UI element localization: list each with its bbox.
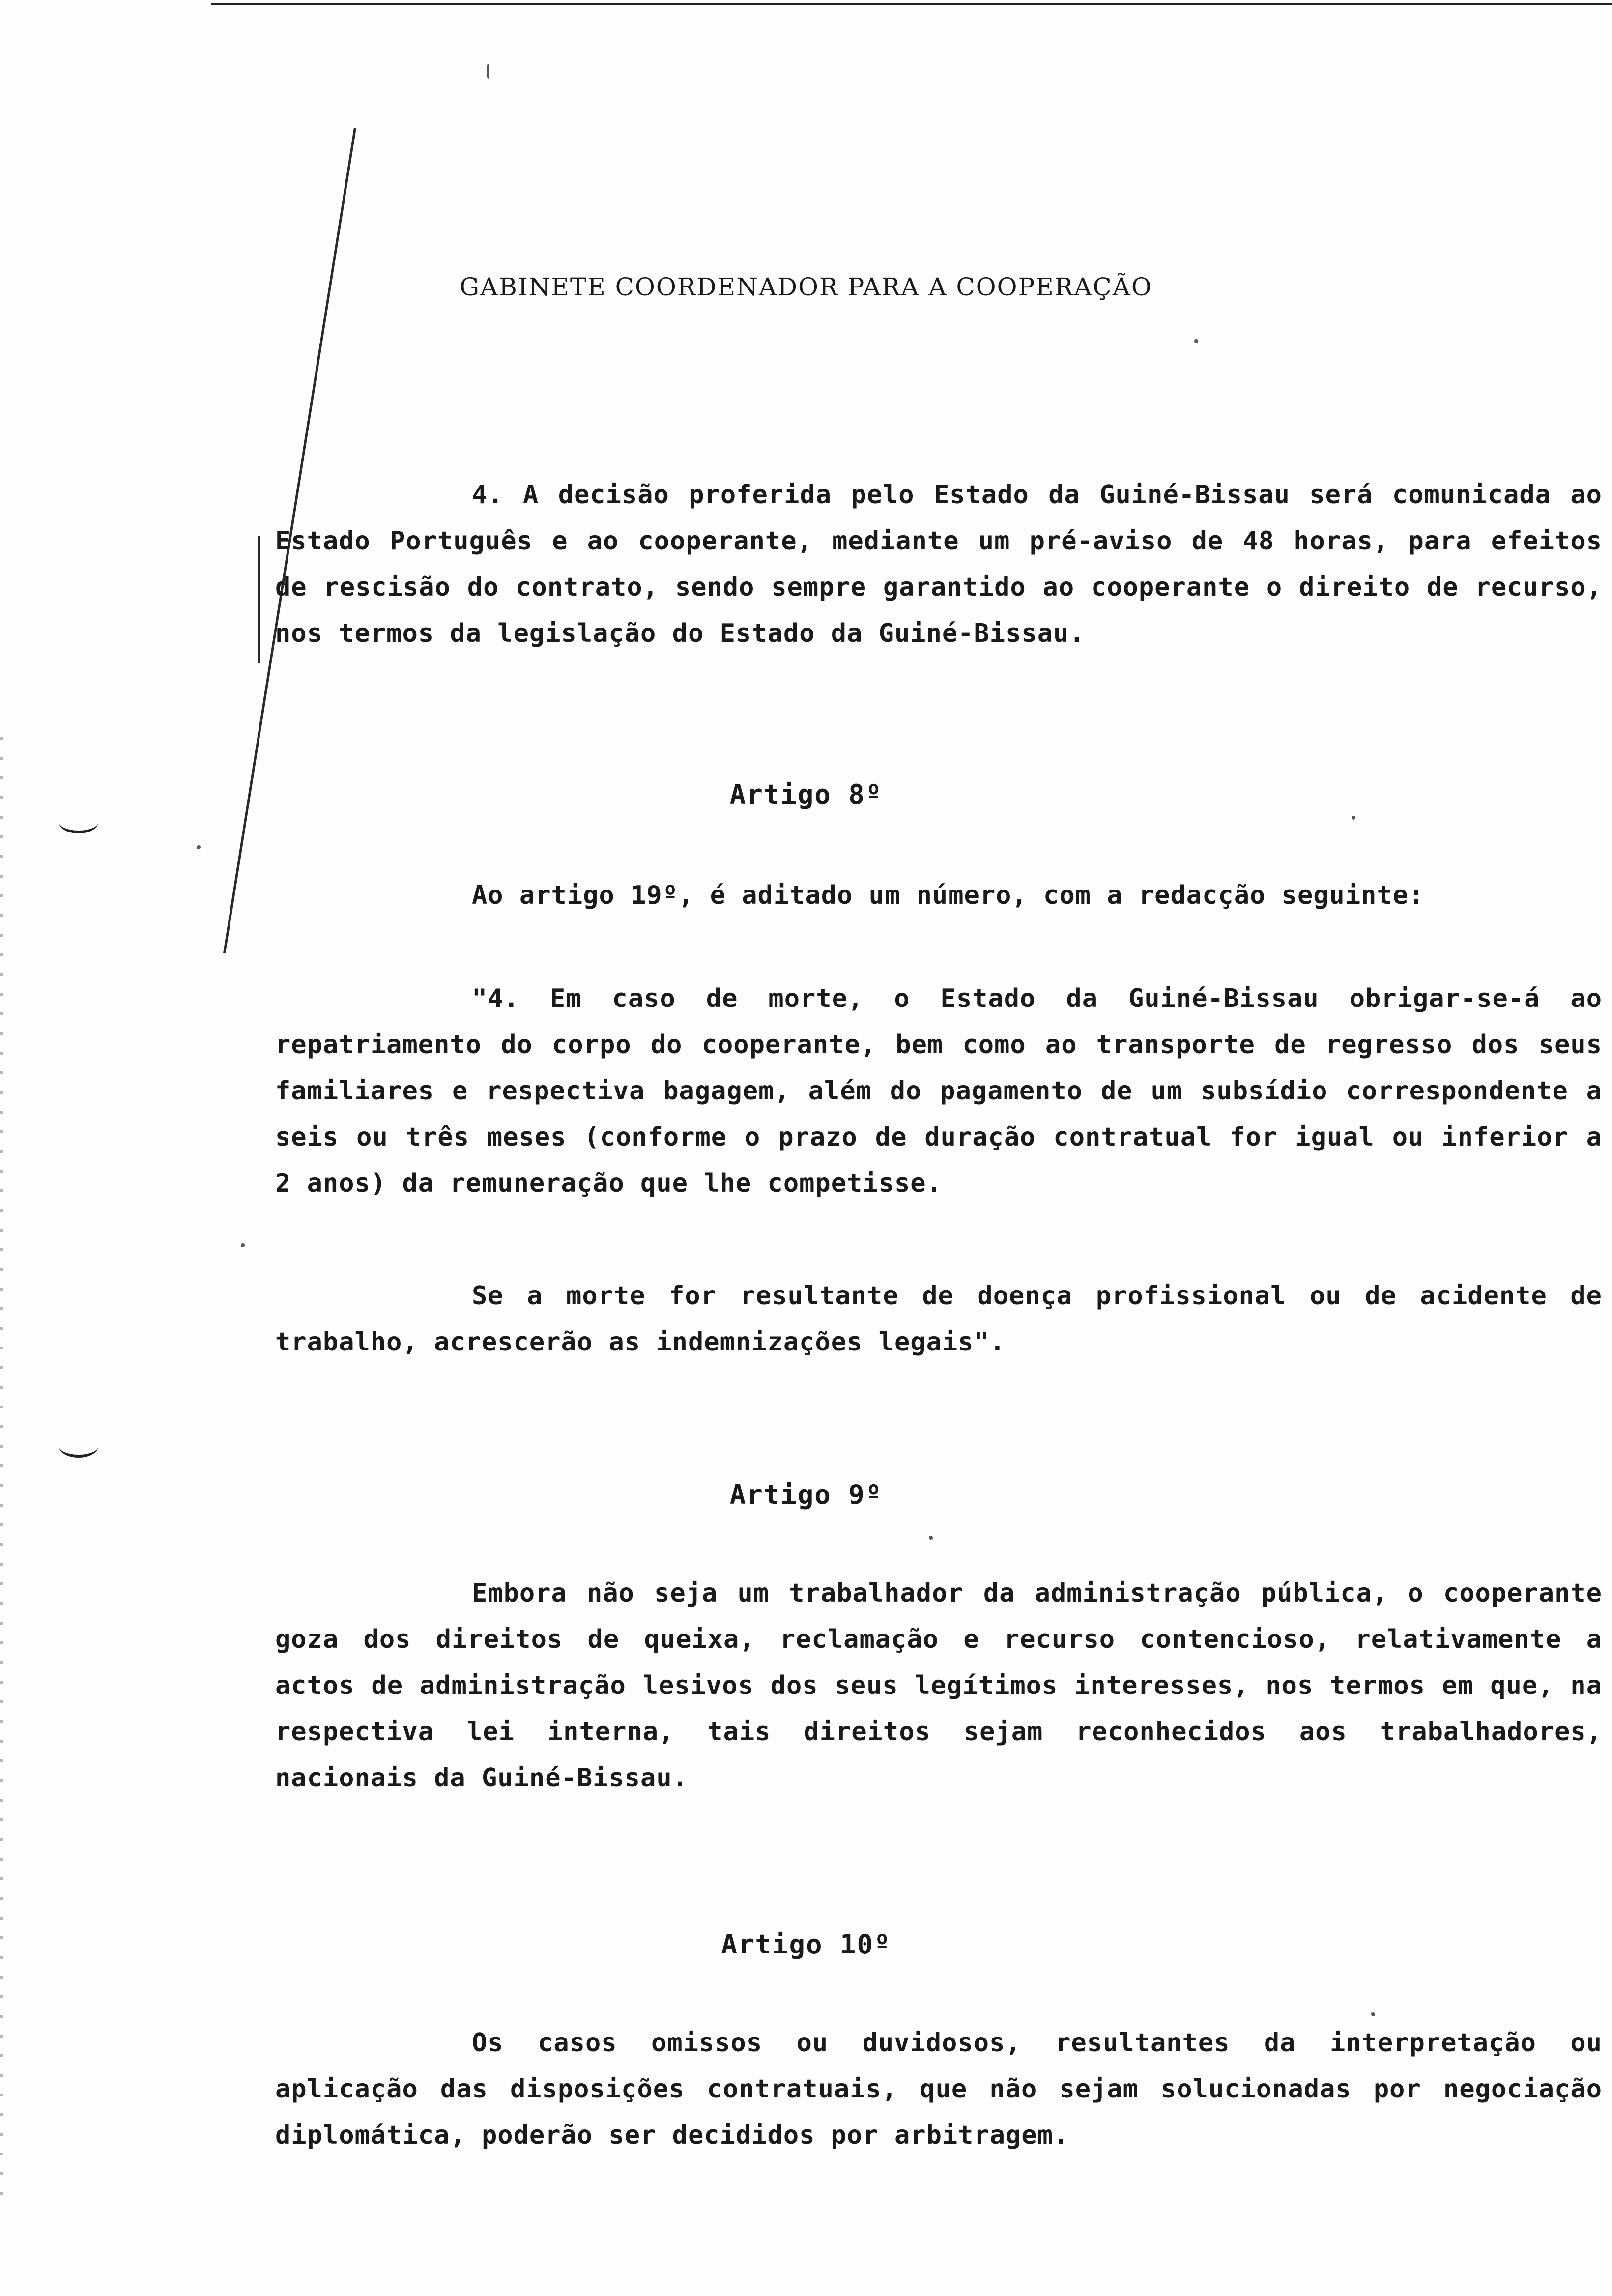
punch-hole-mark xyxy=(59,811,98,833)
article-8-intro: Ao artigo 19º, é aditado um número, com a redacção seguinte: xyxy=(472,881,1425,910)
article-8-body xyxy=(275,872,1602,918)
scan-speck xyxy=(1194,339,1198,343)
article-8-heading: Artigo 8º xyxy=(729,779,883,810)
paragraph-decision: 4. A decisão proferida pelo Estado da Guiné-Bissau será comunicada ao Estado Português e ao cooperante, mediante um pré-aviso de 48 horas, para efeitos de rescisão do contrato, sendo sempre garantido ao cooperante o direito de recurso, nos termos da legislação do Estado da Guiné-Bissau. xyxy=(275,480,1602,648)
scan-speck xyxy=(241,1243,245,1247)
scan-speck xyxy=(1371,2012,1375,2016)
article-8-paragraph-1: "4. Em caso de morte, o Estado da Guiné-Bissau obrigar-se-á ao repatriamento do corpo do cooperante, bem como ao transporte de regresso dos seus familiares e respectiva bagagem, além do pagamento de um subsídio correspondente a seis ou três meses (conforme o prazo de duração contratual for igual ou inferior a 2 anos) da remuneração que lhe competisse. xyxy=(275,984,1602,1198)
top-border-line xyxy=(211,3,1612,5)
article-10-body xyxy=(275,2020,1602,2158)
scan-edge-dots xyxy=(0,737,3,2211)
scan-speck xyxy=(929,1536,933,1540)
page-title: GABINETE COORDENADOR PARA A COOPERAÇÃO xyxy=(460,273,1152,301)
article-8-paragraph-2: Se a morte for resultante de doença profissional ou de acidente de trabalho, acrescerão as indemnizações legais". xyxy=(275,1281,1602,1357)
scan-speck xyxy=(487,64,489,79)
scan-speck xyxy=(197,845,201,849)
article-9-heading: Artigo 9º xyxy=(729,1479,883,1510)
article-8-quote-cont xyxy=(275,1273,1602,1365)
paragraph-block xyxy=(275,472,1602,657)
article-10-heading: Artigo 10º xyxy=(721,1929,891,1960)
article-10-paragraph-1: Os casos omissos ou duvidosos, resultantes da interpretação ou aplicação das disposições contratuais, que não sejam solucionadas por negociação diplomática, poderão ser decididos por arbitragem. xyxy=(275,2028,1602,2150)
article-9-paragraph-1: Embora não seja um trabalhador da administração pública, o cooperante goza dos direitos de queixa, reclamação e recurso contencioso, relativamente a actos de administração lesivos dos seus legítimos interesses, nos termos em que, na respectiva lei interna, tais direitos sejam reconhecidos aos trabalhadores, nacionais da Guiné-Bissau. xyxy=(275,1578,1602,1793)
margin-bracket-line xyxy=(258,536,260,663)
scan-speck xyxy=(1352,816,1355,820)
punch-hole-mark xyxy=(59,1435,98,1458)
article-9-body xyxy=(275,1570,1602,1801)
article-8-quote xyxy=(275,976,1602,1206)
